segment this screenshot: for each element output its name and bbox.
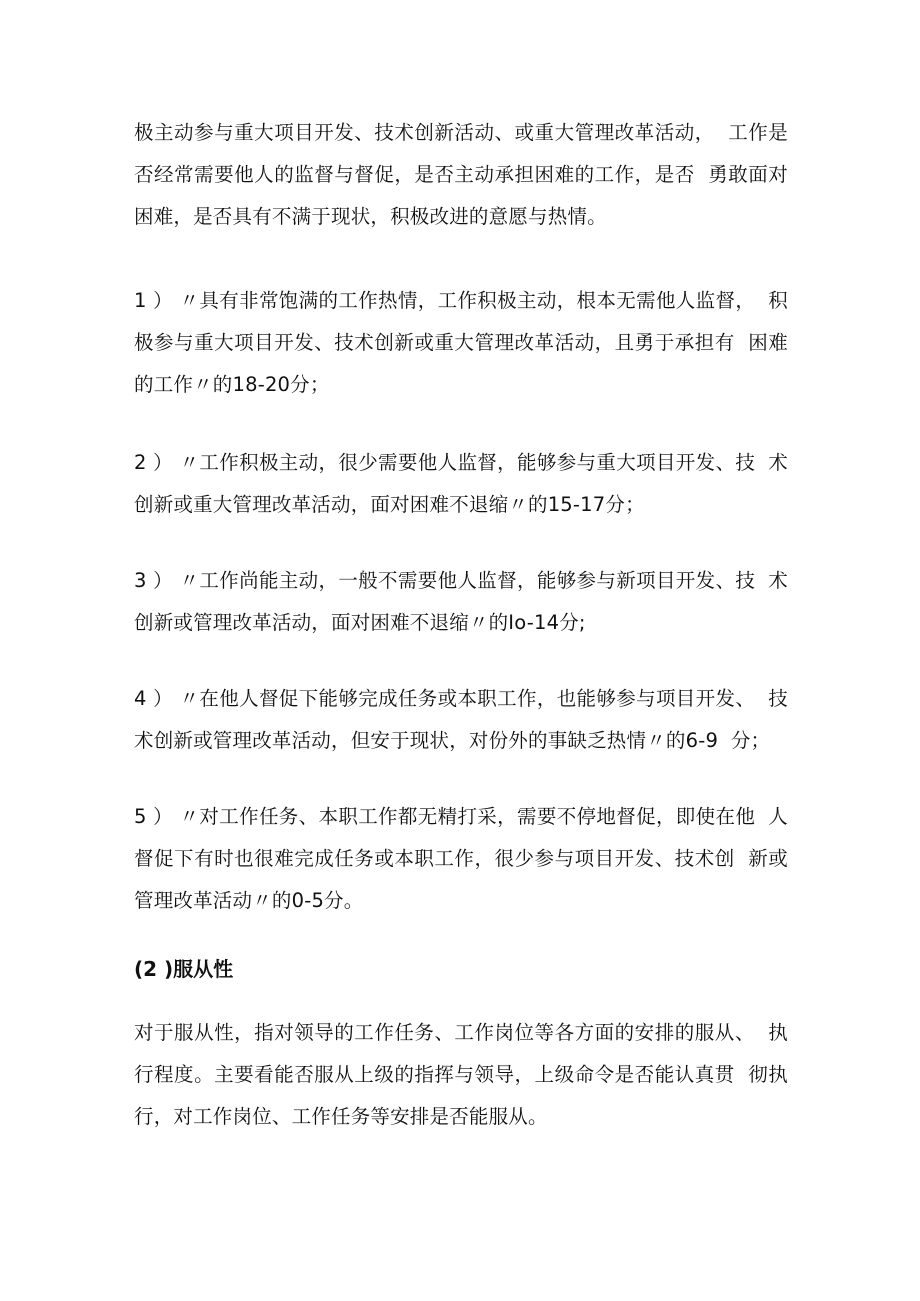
text-line: 行程度。主要看能否服从上级的指挥与领导，上级命令是否能认真贯 彻执: [134, 1063, 788, 1086]
text-line: 的工作〃的18-20分；: [134, 373, 330, 396]
text-line: 3 ） 〃工作尚能主动，一般不需要他人监督，能够参与新项目开发、技 术: [134, 569, 788, 592]
criterion-3-paragraph: [134, 560, 788, 644]
text-line: 管理改革活动〃的0-5分。: [134, 889, 364, 912]
criterion-5-paragraph: [134, 796, 788, 922]
criterion-1-paragraph: [134, 280, 788, 406]
criterion-2-paragraph: [134, 442, 788, 526]
criterion-4-paragraph: [134, 678, 788, 762]
text-line: 对于服从性，指对领导的工作任务、工作岗位等各方面的安排的服从、 执: [134, 1021, 788, 1044]
text-line: 2 ） 〃工作积极主动，很少需要他人监督，能够参与重大项目开发、技 术: [134, 451, 788, 474]
text-line: 创新或管理改革活动，面对困难不退缩〃的Io-14分;: [134, 611, 586, 634]
text-line: 极参与重大项目开发、技术创新或重大管理改革活动，且勇于承担有 困难: [134, 331, 788, 354]
text-line: 督促下有时也很难完成任务或本职工作，很少参与项目开发、技术创 新或: [134, 847, 788, 870]
obedience-paragraph: [134, 1012, 788, 1138]
text-line: 5 ） 〃对工作任务、本职工作都无精打采，需要不停地督促，即使在他 人: [134, 805, 788, 828]
text-line: 困难，是否具有不满于现状，积极改进的意愿与热情。: [134, 205, 607, 228]
section-heading: (2 )服从性: [134, 957, 234, 981]
text-line: 1 ） 〃具有非常饱满的工作热情，工作积极主动，根本无需他人监督， 积: [134, 289, 788, 312]
intro-paragraph: [134, 112, 788, 238]
text-line: 创新或重大管理改革活动，面对困难不退缩〃的15-17分；: [134, 493, 645, 516]
text-line: 行，对工作岗位、工作任务等安排是否能服从。: [134, 1105, 548, 1128]
text-line: 术创新或管理改革活动，但安于现状，对份外的事缺乏热情〃的6-9 分；: [134, 729, 771, 752]
text-line: 极主动参与重大项目开发、技术创新活动、或重大管理改革活动， 工作是: [134, 121, 788, 144]
text-line: 否经常需要他人的监督与督促，是否主动承担困难的工作，是否 勇敢面对: [134, 163, 788, 186]
text-line: 4 ） 〃在他人督促下能够完成任务或本职工作，也能够参与项目开发、 技: [134, 687, 788, 710]
